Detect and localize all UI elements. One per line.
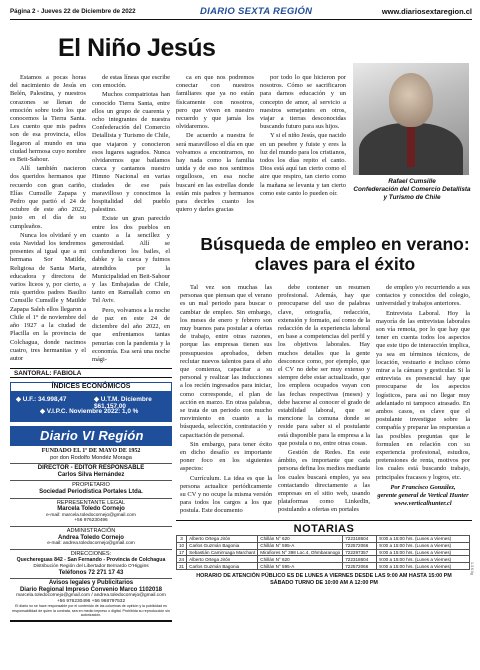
logo-text: Diario VI Región xyxy=(40,428,144,443)
row-hours: 9:00 a 15:00 hrs. (Lunes a Viernes) xyxy=(377,556,470,563)
director-label: DIRECTOR - EDITOR RESPONSABLE xyxy=(37,465,145,472)
article2-column-3 xyxy=(376,284,470,508)
agreement: Diario Regional Impreso Convenio Marco 1102018 xyxy=(19,586,163,593)
legal-phone: +56 976230496 xyxy=(74,518,108,524)
indices-title: ÍNDICES ECONÓMICOS xyxy=(10,382,172,392)
paragraph: Gestión de Redes. En este ámbito, es importante que cada persona defina los medios mediante los cuales buscará empleo, ya sea contactando directamente a las empresas en el sitio web, usando plataformas como LinkedIn, postulando a ofertas en portales xyxy=(278,449,370,514)
article-title-2: Búsqueda de empleo en verano: claves para el éxito xyxy=(200,234,470,274)
notarias-hours xyxy=(176,573,472,587)
article2-column-2 xyxy=(278,284,370,516)
staff-box xyxy=(10,448,172,622)
author-photo xyxy=(353,63,469,175)
masthead: DIARIO SEXTA REGIÓN xyxy=(200,6,313,17)
row-day: 17 xyxy=(177,549,187,556)
row-address: Mirafiores N° 398 Loc.4, Ohmbaranogo xyxy=(258,549,343,556)
address2: Distribución Región del Libertador Bernardo O'Higgins xyxy=(33,563,149,569)
founded: FUNDADO EL 1º DE MAYO DE 1952 xyxy=(41,448,141,454)
table-row xyxy=(177,563,470,570)
legal-email[interactable]: e-mail: marcela.toledocornejo@gmail.com xyxy=(46,512,136,518)
paragraph: Sin embargo, para tener éxito en dicho desafío es importante poner foco en los siguientes aspectos: xyxy=(180,440,272,473)
page-header xyxy=(10,6,472,20)
newspaper-logo xyxy=(10,426,172,446)
paragraph: por todo lo que hicieron por nosotros. Cómo se sacrificaron para darnos educación y un concepto de amor, al servicio a nuestros semejantes en otros, viajar a tierras desconocidas buscando futuro para sus hijos. xyxy=(260,74,346,131)
economic-indices xyxy=(10,382,172,422)
article-column-1 xyxy=(10,74,86,364)
article-column-3 xyxy=(176,74,254,215)
row-name: Carlos Guzmán Bagonia xyxy=(187,542,258,549)
signature-name: Por Francisco González, xyxy=(390,483,456,491)
phone: Teléfonos 72 271 17 43 xyxy=(58,569,124,576)
admin: Andrea Toledo Cornejo xyxy=(58,534,124,541)
row-hours: 9:00 a 15:00 hrs. (Lunes a Viernes) xyxy=(377,542,470,549)
ads-label: Avisos legales y Publicitarios xyxy=(48,580,134,587)
notarias-table xyxy=(176,535,470,570)
page-date: Página 2 - Jueves 22 de Diciembre de 2022 xyxy=(10,8,136,15)
signature xyxy=(376,484,470,509)
row-phone: 722297357 xyxy=(343,549,377,556)
paragraph: Currículum. La idea es que la persona actualice periódicamente su CV y no ocupe la misma versión para todos los cargos a los que postula. Este documento xyxy=(180,474,272,515)
row-name: Alberto Ortega Jirón xyxy=(187,556,258,563)
article-column-2 xyxy=(92,74,170,365)
paragraph: Tal vez son muchas las personas que piensan que el verano es un mal periodo para buscar o cambiar de empleo. Sin embargo, los meses de enero y febrero son muy buenos para postular a ofertas de trabajo, entre otras razones, porque las empresas tienen sus presupuestos aprobados, deben reclutar nuevos talentos para el año que comienza, capacitar a su personal y realizar las inducciones a los recién ingresados para iniciar, como corresponde, el plan de acción en marzo. En otras palabras, se trata de un periodo con mucho movimiento en cuanto a la búsqueda, selección, contratación y capacitación de personal. xyxy=(180,284,272,439)
row-day: 24 xyxy=(177,556,187,563)
article-title: El Niño Jesús xyxy=(58,34,216,62)
director: Carlos Silva Hernández xyxy=(57,471,125,478)
legal: Marcela Toledo Cornejo xyxy=(57,506,125,513)
photo-caption xyxy=(353,178,471,202)
owner-label: PROPIETARIO xyxy=(72,482,110,489)
paragraph: de estas líneas que escribe con emoción. xyxy=(92,74,170,90)
paragraph: Y si el niño Jesús, que nacido en un pesebre y fuiste y eres la luz del mundo para los cristianos, todos los días repito el canto. Dios está aquí tan cierto como el aire que respiro, tan cierto como la mañana se levanta y tan cierto como este canto lo pueden oír. xyxy=(260,132,346,197)
row-name: Carlos Guzmán Bagonia xyxy=(187,563,258,570)
table-row xyxy=(177,549,470,556)
agreement-email[interactable]: marcela.toledocornejo@gmail.com / andrea.toledocornejo@gmail.com xyxy=(16,593,166,599)
paragraph: De acuerdo a nuestra fe será maravilloso el día en que volvamos a encontrarnos, no hay nada como la familia unida y de eso nos sentimos orgullosos, en esa noche buscaré en las estrellas donde están mis padres y hermanos para decirles cuanto los quiero y darles gracias xyxy=(176,132,254,214)
website-link[interactable]: www.diariosextaregion.cl xyxy=(381,7,472,16)
row-hours: 9:00 a 15:00 hrs. (Lunes a Viernes) xyxy=(377,563,470,570)
admin-email[interactable]: e-mail: andrea.toledocornejo@gmail.com xyxy=(47,541,135,547)
address-label: DIRECCIONES: xyxy=(70,550,112,557)
paragraph: Existe un gran parecido entre los dos pueblos en cuanto a la sencillez y generosidad. Allí se confundieron los bailes, el dabke y la cueca y fuimos atendidos por la Municipalidad en Beit-Sahour y las Embajadas de Chile, tanto en Ramallah como en Tel Aviv. xyxy=(92,215,170,305)
hours-line-1: HORARIO DE ATENCIÓN PÚBLICO ES DE LUNES A VIERNES DESDE LAS 9:00 AM HASTA 15:00 PM xyxy=(196,572,452,579)
row-address: Chillán N° 595-A xyxy=(258,563,343,570)
row-day: 10 xyxy=(177,542,187,549)
row-name: Sebastián Camirruaga Marchant xyxy=(187,549,258,556)
row-day: 31 xyxy=(177,563,187,570)
disclaimer: El diario no se hace responsable por el contenido de las columnas de opinión y la publicidad es responsabilidad de quien la contrata, sea en medio impreso o digital. Prohibida su reproducción sin autorización. xyxy=(12,604,170,618)
notarias-title: NOTARIAS xyxy=(176,520,472,534)
row-day: 3 xyxy=(177,536,187,543)
row-phone: 722572066 xyxy=(343,542,377,549)
legal-label: REPRESENTANTE LEGAL xyxy=(56,499,126,506)
owner: Sociedad Periodística Portales Ltda. xyxy=(39,488,143,495)
row-address: Chillán N° 620 xyxy=(258,536,343,543)
paragraph: Allí también nacieron dos queridos hermanos que recuerdo con gran cariño, Elías Cumsille Zapapa y Pedro que partió el 24 de octubre de este año 2022, justo en el día de su cumpleaños. xyxy=(10,165,86,230)
vertical-code: 1.3.6.0g xyxy=(470,562,474,575)
santoral: SANTORAL: FABIOLA xyxy=(10,368,172,378)
article2-column-1 xyxy=(180,284,272,517)
notarias-section xyxy=(176,520,472,587)
paragraph: ca en que nos podremos conectar con nuestros familiares que ya no están físicamente con nosotros, pero que viven en nuestro recuerdo y que jamás los olvidaremos. xyxy=(176,74,254,131)
article-column-4 xyxy=(260,74,346,199)
paragraph: Muchos compatriotas han conocido Tierra Santa, entre ellos un grupo de cuarenta y ocho integrantes de nuestra Confederación del Comercio Detallista y Turismo de Chile, que viajaron y conocieron esos lugares sagrados. Nunca olvidaremos que bailamos cueca y cantamos nuestro Himno Nacional en varias ciudades de ese país maravilloso y conocimos la hospitalidad del pueblo palestino. xyxy=(92,91,170,214)
row-hours: 9:00 a 15:00 hrs. (Lunes a Viernes) xyxy=(377,536,470,543)
address1: Quechereguas 842 - San Fernando - Provincia de Colchagua xyxy=(16,557,166,564)
row-address: Chillán N° 620 xyxy=(258,556,343,563)
row-name: Alberto Ortega Jirón xyxy=(187,536,258,543)
paragraph: Pero, volvamos a la noche de paz en este 24 de diciembre del año 2022, en que enfrentamos tantas penurias con la pandemia y la economía. Esa será una noche mági- xyxy=(92,306,170,363)
utm-value: ◆ U.T.M. Diciembre $61.157,00 xyxy=(94,396,152,410)
table-row xyxy=(177,536,470,543)
agreement-phones: +56 976230496 +56 968797532 xyxy=(56,598,126,604)
row-phone: 722572066 xyxy=(343,563,377,570)
row-phone: 722318604 xyxy=(343,556,377,563)
caption-name: Rafael Cumsille xyxy=(388,178,436,185)
uf-value: ◆ U.F.: 34.998,47 xyxy=(16,396,67,403)
founder: por don Rodolfo Mondéz Moraga xyxy=(50,454,132,461)
paragraph: Estamos a pocas horas del nacimiento de Jesús en Belén, Palestina, y nuestros corazones se llenan de emoción sobre todo los que conocemos la Tierra Santa. Les cuento que mis padres son de esa provincia, ellos llegaron al mundo en una ciudad hermosa cuyo nombre es Beit-Sahour. xyxy=(10,74,86,164)
hours-line-2: SÁBADO TURNO DE 10:00 AM A 12:00 PM xyxy=(270,580,378,587)
row-hours: 9:00 a 15:00 hrs. (Lunes a Viernes) xyxy=(377,549,470,556)
signature-site[interactable]: www.verticalhunter.cl xyxy=(394,500,452,508)
paragraph: Entrevista Laboral. Hoy la mayoría de las entrevistas laborales son vía remota, por lo que hay que tener en cuenta todos los aspectos que este tipo de interacción implica, ya sea en términos técnicos, de locación, vestuario e incluso cómo mirar a la cámara y gesticular. Si la entrevista es presencial hay que preocuparse de los aspectos logísticos, para así no llegar muy adelantado ni tampoco atrasado. En ambos casos, es clave que el postulante investigue sobre la compañía y preparar las respuestas a las posibles preguntas que le formulen en relación con su experiencia profesional, estudios, pretensiones de renta, motivos por los cuales está buscando trabajo, principales fracasos y logros, etc. xyxy=(376,309,470,481)
paragraph: debe contener un resumen profesional. Además, hay que preocuparse del uso de palabras clave, ortografía, redacción, extensión y formato, así como de la redacción de la experiencia laboral en base a competencias del perfil y los objetivos laborales. Hay muchos detalles que la gente desconoce como, por ejemplo, que el CV no debe ser muy extenso y siempre debe estar actualizado, que los empleos ocupados vayan con las fechas respectivas (meses) y debe hacerse al conocer el grado de estabilidad laboral, que se mencione la comuna donde se reside para saber si el postulante está disponible para la empresa a la que postula o no, entre otras cosas. xyxy=(278,284,370,447)
paragraph: de empleo y/o recurriendo a sus contactos y conocidos del colegio, universidad y trabajos anteriores. xyxy=(376,284,470,308)
table-row xyxy=(177,556,470,563)
row-phone: 722318604 xyxy=(343,536,377,543)
ipc-value: ◆ V.I.P.C. Noviembre 2022: 1,0 % xyxy=(40,408,139,415)
paragraph: Nunca los olvidaré y en esta Navidad los tendremos presentes al igual que a mi hermana Sor Matilde, Religiosa de Santa Marta, educadora y directora de varios liceos y, por cierto, a mis queridos padres Basilio Cumsille Cumsille y Matilde Zapapa Saleh ellos llegaron a Chile el 1° de noviembre del año 1927 a la ciudad de Placilla en la provincia de Colchagua, donde nacimos cuatro, tres hermanitas y el autor xyxy=(10,231,86,362)
caption-role: Confederación del Comercio Detallista y Turismo de Chile xyxy=(353,186,471,201)
signature-role: gerente general de Vertical Hunter xyxy=(377,492,469,500)
admin-label: ADMINISTRACIÓN xyxy=(66,527,116,534)
table-row xyxy=(177,542,470,549)
row-address: Chillán N° 595-A xyxy=(258,542,343,549)
